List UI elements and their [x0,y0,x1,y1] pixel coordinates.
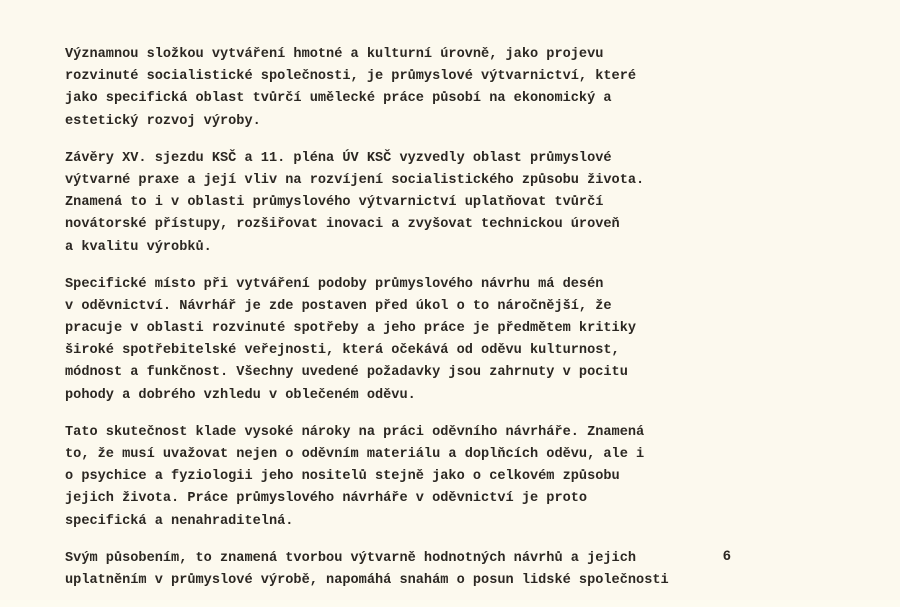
text-line: rozvinuté socialistické společnosti, je průmyslové výtvarnictví, které [65,69,637,85]
text-line: v oděvnictví. Návrhář je zde postaven před úkol o to náročnější, že [65,298,612,314]
text-line: jejich života. Práce průmyslového návrháře v oděvnictví je proto [65,491,588,507]
paragraph-4 [65,422,685,533]
paragraph-1 [65,44,685,133]
text-line: novátorské přístupy, rozšiřovat inovaci a zvyšovat technickou úroveň [65,217,620,233]
paragraph-2 [65,148,685,259]
text-line: módnost a funkčnost. Všechny uvedené požadavky jsou zahrnuty v pocitu [65,365,628,381]
text-line: pohody a dobrého vzhledu v oblečeném oděvu. [65,387,416,403]
document-body [65,44,685,607]
text-line: Tato skutečnost klade vysoké nároky na práci oděvního návrháře. Znamená [65,424,645,440]
paragraph-3 [65,274,685,407]
paragraph-5 [65,548,685,592]
text-line: Závěry XV. sjezdu KSČ a 11. pléna ÚV KSČ vyzvedly oblast průmyslové [65,150,612,166]
text-line: estetický rozvoj výroby. [65,113,261,129]
text-line: výtvarné praxe a její vliv na rozvíjení socialistického způsobu života. [65,172,645,188]
text-line: široké spotřebitelské veřejnosti, která očekává od oděvu kulturnost, [65,343,620,359]
text-line: to, že musí uvažovat nejen o oděvním materiálu a doplňcích oděvu, ale i [65,447,645,462]
text-line: pracuje v oblasti rozvinuté spotřeby a jeho práce je předmětem kritiky [65,321,637,337]
text-line: a kvalitu výrobků. [65,239,212,255]
text-line: Svým působením, to znamená tvorbou výtvarně hodnotných návrhů a jejich [65,550,637,566]
page-number: 6 [723,547,731,563]
text-line: Významnou složkou vytváření hmotné a kulturní úrovně, jako projevu [65,47,604,62]
text-line: jako specifická oblast tvůrčí umělecké práce působí na ekonomický a [65,91,612,107]
text-line: Znamená to i v oblasti průmyslového výtvarnictví uplatňovat tvůrčí [65,195,604,211]
text-line: Specifické místo při vytváření podoby průmyslového návrhu má desén [65,276,604,292]
text-line: uplatněním v průmyslové výrobě, napomáhá snahám o posun lidské společnosti [65,572,669,588]
text-line: specifická a nenahraditelná. [65,513,294,529]
text-line: o psychice a fyziologii jeho nositelů stejně jako o celkovém způsobu [65,469,620,485]
